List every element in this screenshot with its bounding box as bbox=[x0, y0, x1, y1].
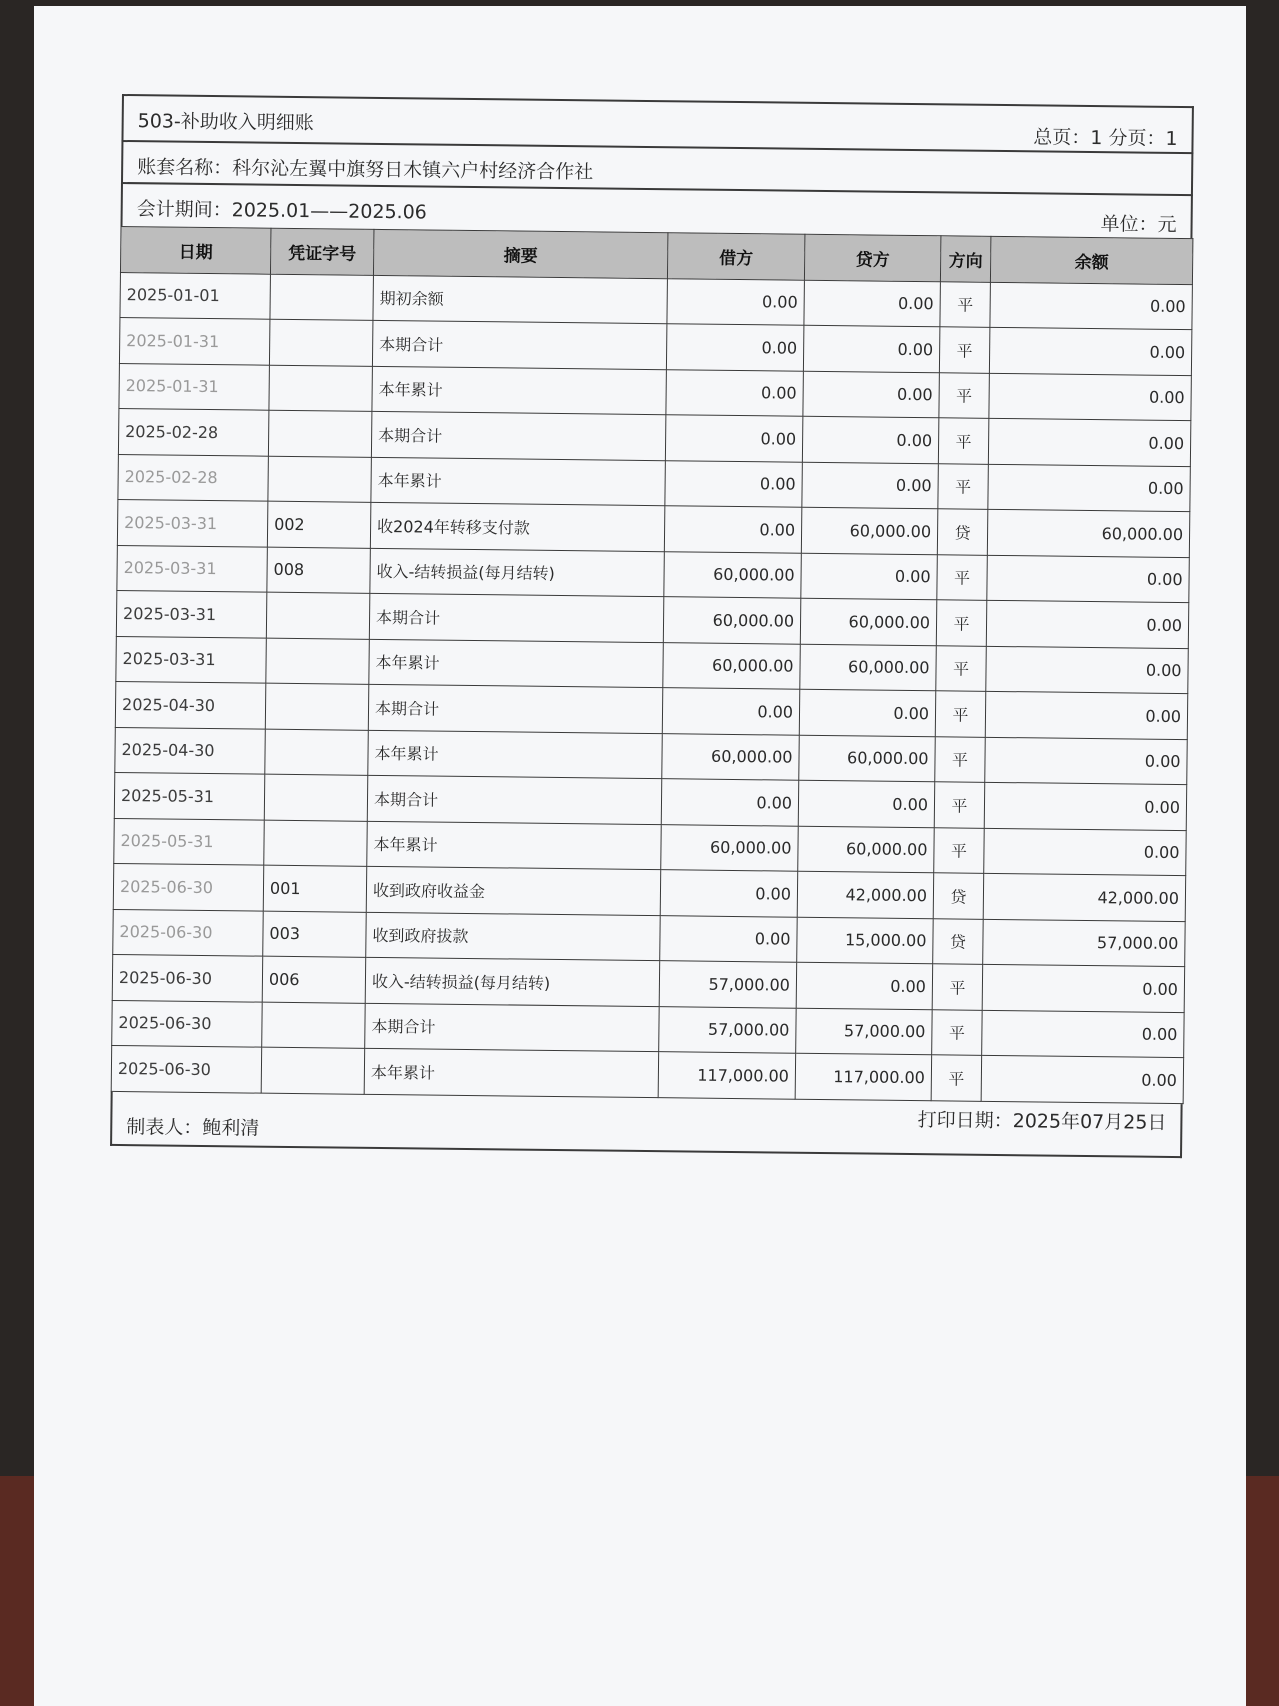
col-header-voucher: 凭证字号 bbox=[270, 228, 374, 275]
cell-credit: 60,000.00 bbox=[801, 507, 938, 554]
cell-summary: 收入-结转损益(每月结转) bbox=[370, 548, 664, 597]
cell-balance: 0.00 bbox=[982, 1010, 1185, 1058]
cell-direction: 平 bbox=[936, 645, 987, 691]
cell-date: 2025-05-31 bbox=[114, 818, 265, 865]
cell-direction: 平 bbox=[931, 1055, 982, 1101]
cell-direction: 平 bbox=[938, 463, 989, 509]
cell-direction: 贷 bbox=[937, 509, 988, 555]
cell-date: 2025-01-01 bbox=[120, 272, 271, 319]
cell-debit: 60,000.00 bbox=[661, 824, 799, 871]
cell-debit: 57,000.00 bbox=[659, 961, 797, 1008]
cell-debit: 0.00 bbox=[664, 506, 802, 553]
col-header-date: 日期 bbox=[120, 226, 271, 273]
cell-credit: 15,000.00 bbox=[797, 917, 934, 964]
cell-credit: 60,000.00 bbox=[800, 644, 937, 691]
cell-summary: 本年累计 bbox=[372, 366, 666, 415]
cell-summary: 收到政府拔款 bbox=[366, 912, 660, 961]
cell-balance: 42,000.00 bbox=[983, 873, 1186, 921]
cell-balance: 0.00 bbox=[982, 964, 1185, 1012]
accounting-period: 会计期间：2025.01——2025.06 bbox=[136, 198, 427, 224]
cell-balance: 0.00 bbox=[986, 646, 1189, 694]
cell-date: 2025-02-28 bbox=[118, 408, 269, 455]
cell-date: 2025-04-30 bbox=[115, 681, 266, 728]
cell-balance: 0.00 bbox=[989, 373, 1192, 421]
cell-summary: 本期合计 bbox=[372, 320, 666, 369]
cell-date: 2025-04-30 bbox=[115, 727, 266, 774]
cell-summary: 本年累计 bbox=[367, 821, 661, 870]
cell-summary: 本期合计 bbox=[369, 593, 663, 642]
cell-balance: 0.00 bbox=[990, 282, 1193, 330]
cell-balance: 60,000.00 bbox=[987, 509, 1190, 557]
cell-voucher bbox=[261, 1047, 365, 1094]
ledger-document bbox=[110, 94, 1194, 1158]
cell-direction: 平 bbox=[938, 418, 989, 464]
cell-date: 2025-01-31 bbox=[119, 363, 270, 410]
cell-direction: 贷 bbox=[933, 918, 984, 964]
cell-balance: 0.00 bbox=[989, 327, 1192, 375]
cell-voucher bbox=[266, 638, 370, 685]
cell-debit: 0.00 bbox=[660, 870, 798, 917]
cell-voucher bbox=[269, 365, 373, 412]
cell-summary: 期初余额 bbox=[373, 275, 667, 324]
cell-date: 2025-02-28 bbox=[118, 454, 269, 501]
cell-direction: 平 bbox=[939, 327, 990, 373]
col-header-credit: 贷方 bbox=[804, 234, 941, 281]
page-count: 总页：1 分页：1 bbox=[1033, 126, 1178, 150]
cell-voucher bbox=[264, 820, 368, 867]
cell-voucher: 003 bbox=[263, 911, 367, 958]
cell-voucher: 002 bbox=[267, 501, 371, 548]
cell-debit: 0.00 bbox=[661, 779, 799, 826]
cell-debit: 60,000.00 bbox=[664, 551, 802, 598]
cell-date: 2025-06-30 bbox=[111, 1045, 262, 1092]
cell-voucher bbox=[266, 592, 370, 639]
cell-balance: 0.00 bbox=[985, 737, 1188, 785]
cell-voucher bbox=[268, 410, 372, 457]
cell-voucher bbox=[262, 1002, 366, 1049]
cell-voucher bbox=[265, 683, 369, 730]
cell-credit: 57,000.00 bbox=[796, 1008, 933, 1055]
cell-debit: 0.00 bbox=[666, 324, 804, 371]
cell-balance: 0.00 bbox=[981, 1055, 1184, 1103]
book-name: 账套名称：科尔沁左翼中旗努日木镇六户村经济合作社 bbox=[137, 156, 594, 184]
cell-debit: 0.00 bbox=[660, 915, 798, 962]
cell-direction: 平 bbox=[934, 782, 985, 828]
cell-summary: 本期合计 bbox=[371, 411, 665, 460]
cell-balance: 0.00 bbox=[984, 828, 1187, 876]
cell-summary: 本年累计 bbox=[369, 639, 663, 688]
cell-balance: 0.00 bbox=[986, 600, 1189, 648]
cell-credit: 60,000.00 bbox=[800, 598, 937, 645]
cell-direction: 平 bbox=[934, 827, 985, 873]
cell-debit: 0.00 bbox=[667, 278, 805, 325]
cell-credit: 0.00 bbox=[799, 689, 936, 736]
cell-voucher: 008 bbox=[267, 547, 371, 594]
cell-debit: 60,000.00 bbox=[663, 642, 801, 689]
cell-summary: 收到政府收益金 bbox=[366, 866, 660, 915]
cell-summary: 本期合计 bbox=[368, 684, 662, 733]
cell-direction: 贷 bbox=[933, 873, 984, 919]
cell-balance: 0.00 bbox=[984, 782, 1187, 830]
cell-summary: 本期合计 bbox=[367, 775, 661, 824]
cell-credit: 0.00 bbox=[798, 780, 935, 827]
cell-date: 2025-03-31 bbox=[116, 636, 267, 683]
cell-debit: 57,000.00 bbox=[659, 1006, 797, 1053]
paper-sheet bbox=[34, 6, 1246, 1706]
cell-direction: 平 bbox=[937, 554, 988, 600]
cell-summary: 本年累计 bbox=[368, 730, 662, 779]
cell-direction: 平 bbox=[940, 281, 991, 327]
cell-voucher bbox=[268, 456, 372, 503]
cell-direction: 平 bbox=[935, 736, 986, 782]
cell-credit: 0.00 bbox=[801, 553, 938, 600]
cell-direction: 平 bbox=[935, 691, 986, 737]
cell-date: 2025-05-31 bbox=[114, 772, 265, 819]
cell-debit: 60,000.00 bbox=[663, 597, 801, 644]
cell-voucher bbox=[269, 319, 373, 366]
cell-credit: 0.00 bbox=[802, 462, 939, 509]
cell-credit: 117,000.00 bbox=[795, 1053, 932, 1100]
cell-direction: 平 bbox=[932, 1009, 983, 1055]
cell-date: 2025-06-30 bbox=[113, 909, 264, 956]
footer-row bbox=[110, 1091, 1183, 1157]
ledger-table bbox=[111, 226, 1194, 1104]
cell-date: 2025-06-30 bbox=[112, 1000, 263, 1047]
cell-credit: 42,000.00 bbox=[797, 871, 934, 918]
cell-credit: 0.00 bbox=[804, 280, 941, 327]
cell-date: 2025-03-31 bbox=[117, 545, 268, 592]
cell-debit: 0.00 bbox=[665, 415, 803, 462]
cell-debit: 0.00 bbox=[665, 460, 803, 507]
cell-credit: 0.00 bbox=[796, 962, 933, 1009]
cell-balance: 0.00 bbox=[987, 555, 1190, 603]
cell-balance: 0.00 bbox=[988, 418, 1191, 466]
cell-debit: 0.00 bbox=[666, 369, 804, 416]
cell-voucher: 006 bbox=[262, 956, 366, 1003]
col-header-debit: 借方 bbox=[667, 233, 805, 280]
cell-date: 2025-01-31 bbox=[119, 317, 270, 364]
cell-credit: 0.00 bbox=[802, 416, 939, 463]
ledger-title: 503-补助收入明细账 bbox=[137, 110, 314, 135]
cell-summary: 收入-结转损益(每月结转) bbox=[365, 957, 659, 1006]
col-header-summary: 摘要 bbox=[373, 229, 667, 278]
cell-summary: 本年累计 bbox=[371, 457, 665, 506]
cell-voucher bbox=[270, 274, 374, 321]
currency-unit: 单位：元 bbox=[1100, 213, 1177, 236]
cell-credit: 0.00 bbox=[803, 325, 940, 372]
cell-debit: 117,000.00 bbox=[658, 1052, 796, 1099]
cell-balance: 0.00 bbox=[988, 464, 1191, 512]
cell-date: 2025-06-30 bbox=[112, 954, 263, 1001]
cell-summary: 本年累计 bbox=[364, 1048, 658, 1097]
preparer: 制表人：鲍利清 bbox=[126, 1115, 260, 1140]
cell-balance: 0.00 bbox=[985, 691, 1188, 739]
cell-balance: 57,000.00 bbox=[983, 919, 1186, 967]
cell-credit: 60,000.00 bbox=[799, 735, 936, 782]
cell-direction: 平 bbox=[932, 964, 983, 1010]
col-header-direction: 方向 bbox=[940, 236, 991, 282]
cell-summary: 本期合计 bbox=[365, 1003, 659, 1052]
cell-credit: 0.00 bbox=[803, 371, 940, 418]
print-date: 打印日期：2025年07月25日 bbox=[917, 1108, 1167, 1134]
cell-date: 2025-03-31 bbox=[116, 590, 267, 637]
cell-direction: 平 bbox=[939, 372, 990, 418]
cell-summary: 收2024年转移支付款 bbox=[370, 502, 664, 551]
cell-voucher bbox=[265, 729, 369, 776]
cell-debit: 60,000.00 bbox=[662, 733, 800, 780]
cell-debit: 0.00 bbox=[662, 688, 800, 735]
cell-direction: 平 bbox=[936, 600, 987, 646]
cell-voucher: 001 bbox=[263, 865, 367, 912]
cell-date: 2025-06-30 bbox=[113, 863, 264, 910]
cell-voucher bbox=[264, 774, 368, 821]
col-header-balance: 余额 bbox=[990, 236, 1193, 284]
cell-date: 2025-03-31 bbox=[117, 499, 268, 546]
cell-credit: 60,000.00 bbox=[798, 826, 935, 873]
